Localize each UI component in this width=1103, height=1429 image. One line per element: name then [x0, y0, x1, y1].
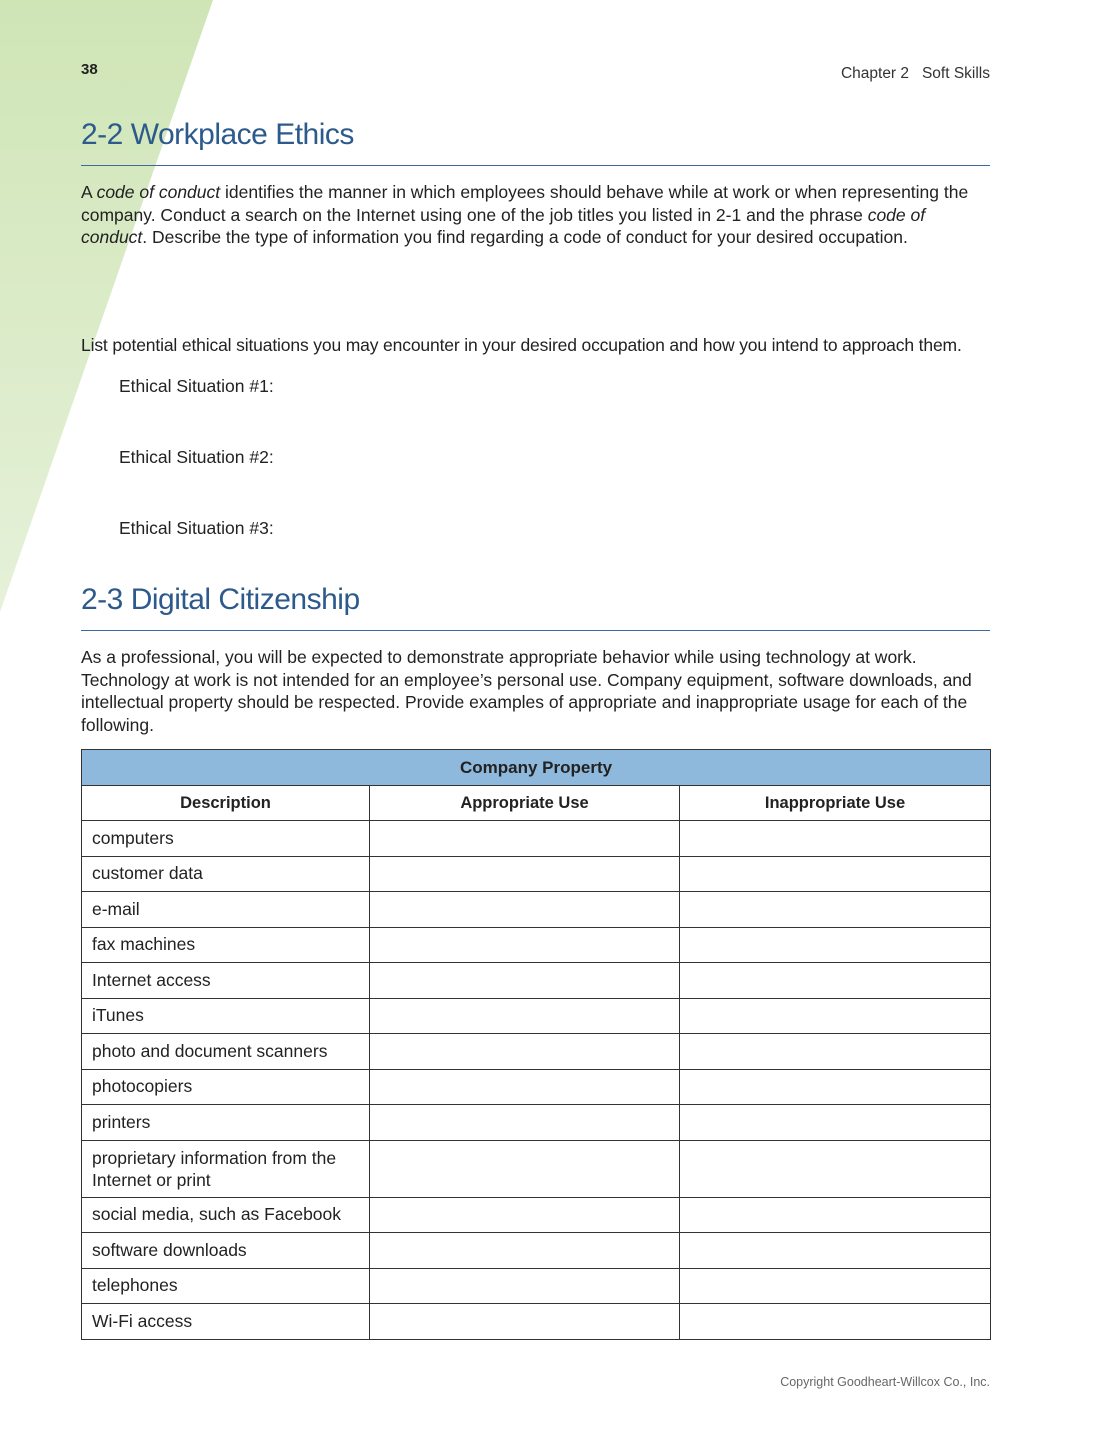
appropriate-use-cell[interactable] [370, 1197, 680, 1233]
table-row [82, 963, 991, 999]
copyright-notice: Copyright Goodheart-Willcox Co., Inc. [780, 1375, 990, 1389]
description-cell: computers [82, 821, 370, 857]
table-row [82, 1140, 991, 1197]
table-row [82, 998, 991, 1034]
section-rule [81, 165, 990, 166]
intro-text-segment: identifies the manner in which employees should behave while at work or when representing the company. Conduct a search on the Internet using one of the job titles you listed in 2-1 and the phrase [81, 182, 969, 225]
appropriate-use-cell[interactable] [370, 1233, 680, 1269]
inappropriate-use-cell[interactable] [680, 1268, 991, 1304]
description-cell: Wi-Fi access [82, 1304, 370, 1340]
column-header-inappropriate-use: Inappropriate Use [680, 786, 991, 821]
table-row [82, 1304, 991, 1340]
description-cell: Internet access [82, 963, 370, 999]
appropriate-use-cell[interactable] [370, 821, 680, 857]
appropriate-use-cell[interactable] [370, 1304, 680, 1340]
inappropriate-use-cell[interactable] [680, 1233, 991, 1269]
running-head: Chapter 2 Soft Skills [840, 65, 990, 82]
table-row [82, 927, 991, 963]
description-cell: social media, such as Facebook [82, 1197, 370, 1233]
description-cell: fax machines [82, 927, 370, 963]
page-number: 38 [81, 61, 98, 78]
description-cell: software downloads [82, 1233, 370, 1269]
workplace-ethics-intro [81, 181, 990, 249]
table-row [82, 821, 991, 857]
table-row [82, 1034, 991, 1070]
table-row [82, 892, 991, 928]
inappropriate-use-cell[interactable] [680, 856, 991, 892]
table-body [82, 821, 991, 1340]
table-title: Company Property [82, 750, 991, 786]
table-row [82, 1268, 991, 1304]
inappropriate-use-cell[interactable] [680, 1197, 991, 1233]
section-rule [81, 630, 990, 631]
italic-term: code of conduct [96, 182, 221, 202]
inappropriate-use-cell[interactable] [680, 927, 991, 963]
table-row [82, 1069, 991, 1105]
description-cell: iTunes [82, 998, 370, 1034]
appropriate-use-cell[interactable] [370, 1268, 680, 1304]
inappropriate-use-cell[interactable] [680, 963, 991, 999]
appropriate-use-cell[interactable] [370, 892, 680, 928]
ethical-situation-3: Ethical Situation #3: [119, 518, 274, 538]
ethical-situations-prompt: List potential ethical situations you may encounter in your desired occupation and how you intend to approach them. [81, 335, 962, 355]
description-cell: photocopiers [82, 1069, 370, 1105]
table-row [82, 1233, 991, 1269]
appropriate-use-cell[interactable] [370, 1034, 680, 1070]
company-property-table [81, 749, 991, 1340]
appropriate-use-cell[interactable] [370, 1069, 680, 1105]
appropriate-use-cell[interactable] [370, 1105, 680, 1141]
description-cell: proprietary information from the Internet or print [82, 1140, 370, 1197]
appropriate-use-cell[interactable] [370, 1140, 680, 1197]
ethical-situation-2: Ethical Situation #2: [119, 447, 274, 467]
inappropriate-use-cell[interactable] [680, 821, 991, 857]
section-title-workplace-ethics: 2-2 Workplace Ethics [81, 118, 354, 151]
appropriate-use-cell[interactable] [370, 927, 680, 963]
column-header-appropriate-use: Appropriate Use [370, 786, 680, 821]
ethical-situation-1: Ethical Situation #1: [119, 376, 274, 396]
description-cell: printers [82, 1105, 370, 1141]
digital-citizenship-intro: As a professional, you will be expected to demonstrate appropriate behavior while using technology at work. Technology at work is not intended for an employee’s personal use. Company equipment, software downloads, and intellectual property should be respected. Provide examples of appropriate and inappropriate usage for each of the following. [81, 647, 972, 735]
section-title-digital-citizenship: 2-3 Digital Citizenship [81, 583, 360, 616]
inappropriate-use-cell[interactable] [680, 1105, 991, 1141]
appropriate-use-cell[interactable] [370, 998, 680, 1034]
inappropriate-use-cell[interactable] [680, 1034, 991, 1070]
italic-term: code of conduct [81, 204, 926, 248]
description-cell: telephones [82, 1268, 370, 1304]
inappropriate-use-cell[interactable] [680, 998, 991, 1034]
table-row [82, 1197, 991, 1233]
appropriate-use-cell[interactable] [370, 856, 680, 892]
column-header-description: Description [82, 786, 370, 821]
appropriate-use-cell[interactable] [370, 963, 680, 999]
description-cell: photo and document scanners [82, 1034, 370, 1070]
inappropriate-use-cell[interactable] [680, 1069, 991, 1105]
description-cell: e-mail [82, 892, 370, 928]
inappropriate-use-cell[interactable] [680, 1140, 991, 1197]
table-row [82, 856, 991, 892]
description-cell: customer data [82, 856, 370, 892]
inappropriate-use-cell[interactable] [680, 892, 991, 928]
intro-text-segment: . Describe the type of information you find regarding a code of conduct for your desired occupation. [142, 227, 908, 248]
table-row [82, 1105, 991, 1141]
intro-text-segment: A [81, 182, 97, 202]
inappropriate-use-cell[interactable] [680, 1304, 991, 1340]
